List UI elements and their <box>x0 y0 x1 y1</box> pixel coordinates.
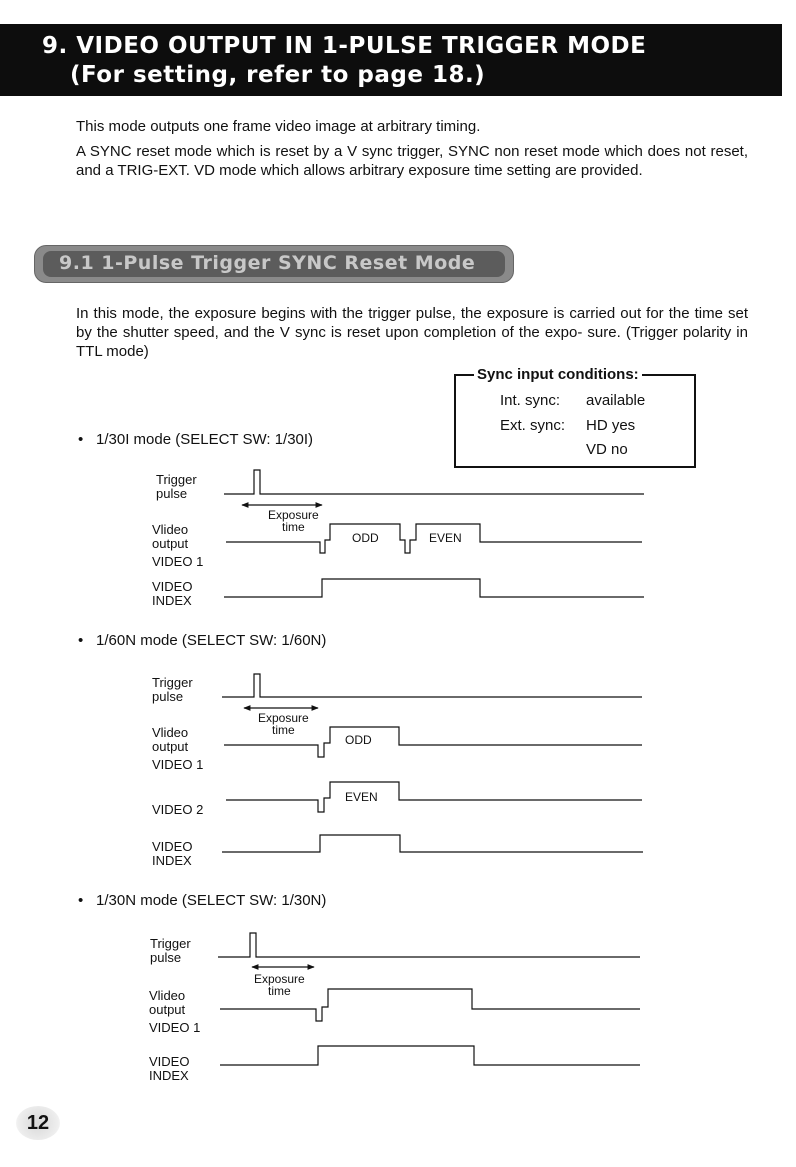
even-field-label: EVEN <box>345 790 378 804</box>
intro-paragraph-1: This mode outputs one frame video image at arbitrary timing. <box>76 118 481 135</box>
page-number: 12 <box>16 1106 60 1140</box>
mode-2-index-waveform <box>222 835 643 852</box>
mode-2-video1-waveform <box>224 727 642 757</box>
video-index-label: VIDEO INDEX <box>152 579 193 608</box>
mode-2-label: • 1/60N mode (SELECT SW: 1/60N) <box>78 632 327 649</box>
odd-field-label: ODD <box>345 733 372 747</box>
mode-3-index-waveform <box>220 1046 640 1065</box>
mode-2-video2-waveform <box>226 782 642 812</box>
exposure-time-label: Exposure time <box>268 508 319 534</box>
ext-sync-label: Ext. sync: <box>500 417 566 434</box>
exposure-time-label: Exposure time <box>258 711 309 737</box>
trigger-label: Trigger pulse <box>156 472 197 501</box>
intro-paragraph-2: A SYNC reset mode which is reset by a V sync trigger, SYNC non reset mode which does not reset, and a TRIG-EXT. VD mode which allows arbitrary exposure time setting are provided. <box>76 143 748 179</box>
ext-sync-value-vd: VD no <box>586 441 628 458</box>
mode-1-video-waveform <box>226 524 642 553</box>
mode-2-trigger-waveform <box>222 674 642 697</box>
mode-1-label: • 1/30I mode (SELECT SW: 1/30I) <box>78 431 314 448</box>
video-output-label: Vlideo output VIDEO 1 <box>152 522 204 569</box>
mode-3-label: • 1/30N mode (SELECT SW: 1/30N) <box>78 892 327 909</box>
video-index-label: VIDEO INDEX <box>152 839 193 868</box>
int-sync-value: available <box>586 392 646 409</box>
mode-3-video-waveform <box>220 989 640 1021</box>
video-2-label: VIDEO 2 <box>152 802 204 817</box>
section-paragraph: In this mode, the exposure begins with the trigger pulse, the exposure is carried out for the time set by the shutter speed, and the V sync is reset upon completion of the expo- sure. (Trigger polarity in TTL mode) <box>76 305 748 360</box>
video-output-label: Vlideo output VIDEO 1 <box>149 988 201 1035</box>
ext-sync-value-hd: HD yes <box>586 417 636 434</box>
section-title: 9.1 1-Pulse Trigger SYNC Reset Mode <box>59 252 476 274</box>
chapter-title: 9. VIDEO OUTPUT IN 1-PULSE TRIGGER MODE <box>42 33 647 59</box>
int-sync-label: Int. sync: <box>500 392 561 409</box>
video-index-label: VIDEO INDEX <box>149 1054 190 1083</box>
trigger-label: Trigger pulse <box>150 936 191 965</box>
mode-1-index-waveform <box>224 579 644 597</box>
chapter-subtitle: (For setting, refer to page 18.) <box>70 62 486 88</box>
video-output-label: Vlideo output VIDEO 1 <box>152 725 204 772</box>
mode-3-trigger-waveform <box>218 933 640 957</box>
trigger-label: Trigger pulse <box>152 675 193 704</box>
bullet: • <box>78 431 84 448</box>
exposure-time-label: Exposure time <box>254 972 305 998</box>
sync-box-title: Sync input conditions: <box>474 366 642 383</box>
odd-field-label: ODD <box>352 531 379 545</box>
even-field-label: EVEN <box>429 531 462 545</box>
mode-1-trigger-waveform <box>224 470 644 494</box>
